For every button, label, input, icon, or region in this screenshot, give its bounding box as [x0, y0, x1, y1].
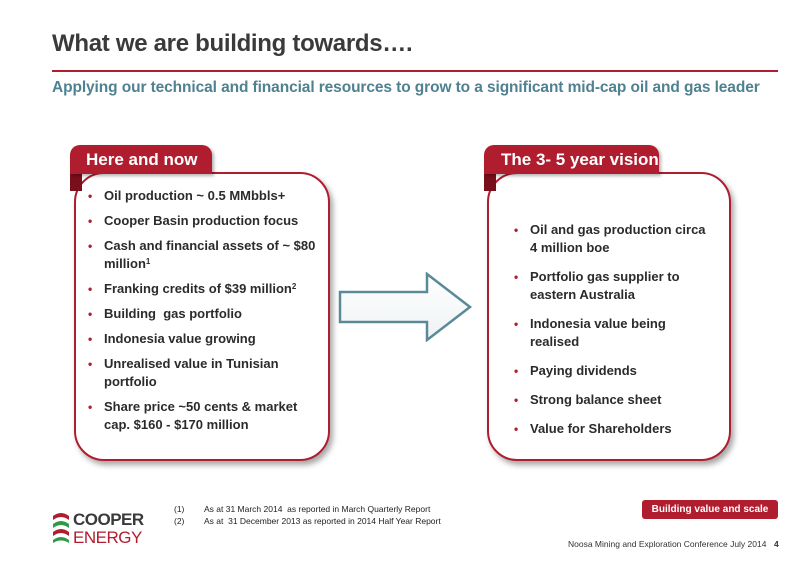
list-item: • Paying dividends — [514, 363, 637, 378]
list-item: • Oil production ~ 0.5 MMbbls+ — [88, 188, 286, 203]
logo-wordmark-top: COOPER — [73, 510, 144, 529]
panel-tab-fold — [70, 173, 82, 191]
page-number: 4 — [774, 539, 779, 549]
footnote-ref: 2 — [291, 282, 297, 291]
bullet-icon: • — [88, 214, 93, 228]
list-item: • Indonesia value growing — [88, 331, 256, 346]
bullet-icon: • — [514, 317, 519, 331]
here-and-now-list — [88, 187, 319, 441]
panel-tab-fold — [484, 173, 496, 191]
list-item: • Building gas portfolio — [88, 306, 242, 321]
slide-title: What we are building towards…. — [52, 30, 413, 57]
list-item: • Franking credits of $39 million$^2$ — [88, 281, 297, 296]
footnotes — [174, 503, 441, 527]
slide-subtitle: Applying our technical and financial resources to grow to a significant mid-cap oil and gas leader — [52, 79, 760, 96]
bullet-icon: • — [514, 270, 519, 284]
bullet-icon: • — [88, 400, 93, 414]
bullet-icon: • — [514, 393, 519, 407]
bullet-icon: • — [514, 364, 519, 378]
bullet-icon: • — [88, 332, 93, 346]
list-item: • Cash and financial assets of ~ $80 million$^1$ — [88, 238, 316, 271]
conference-footer: Noosa Mining and Exploration Conference July 2014 — [568, 539, 767, 549]
bullet-icon: • — [88, 307, 93, 321]
footnote-ref: 1 — [145, 257, 151, 266]
cooper-energy-logo-mark — [51, 510, 71, 544]
bullet-icon: • — [88, 189, 93, 203]
list-item: • Portfolio gas supplier to eastern Australia — [514, 269, 680, 302]
list-item: • Unrealised value in Tunisian portfolio — [88, 356, 279, 389]
list-item: • Indonesia value being realised — [514, 316, 666, 349]
footnote: (2) As at 31 December 2013 as reported in 2014 Half Year Report — [174, 516, 441, 526]
building-value-badge: Building value and scale — [642, 500, 778, 519]
logo-wordmark-bottom: ENERGY — [73, 528, 142, 547]
bullet-icon: • — [88, 357, 93, 371]
bullet-icon: • — [88, 239, 93, 253]
vision-list — [514, 221, 715, 449]
list-item: • Strong balance sheet — [514, 392, 662, 407]
list-item: • Value for Shareholders — [514, 421, 672, 436]
footnote: (1) As at 31 March 2014 as reported in March Quarterly Report — [174, 504, 431, 514]
bullet-icon: • — [514, 422, 519, 436]
right-arrow-icon — [335, 272, 475, 342]
list-item: • Cooper Basin production focus — [88, 213, 299, 228]
bullet-icon: • — [514, 223, 519, 237]
bullet-icon: • — [88, 282, 93, 296]
list-item: • Oil and gas production circa 4 million boe — [514, 222, 706, 255]
title-divider — [52, 70, 778, 72]
list-item: • Share price ~50 cents & market cap. $160 - $170 million — [88, 399, 298, 432]
vision-heading: The 3- 5 year vision — [484, 145, 659, 174]
here-and-now-heading: Here and now — [70, 145, 212, 174]
